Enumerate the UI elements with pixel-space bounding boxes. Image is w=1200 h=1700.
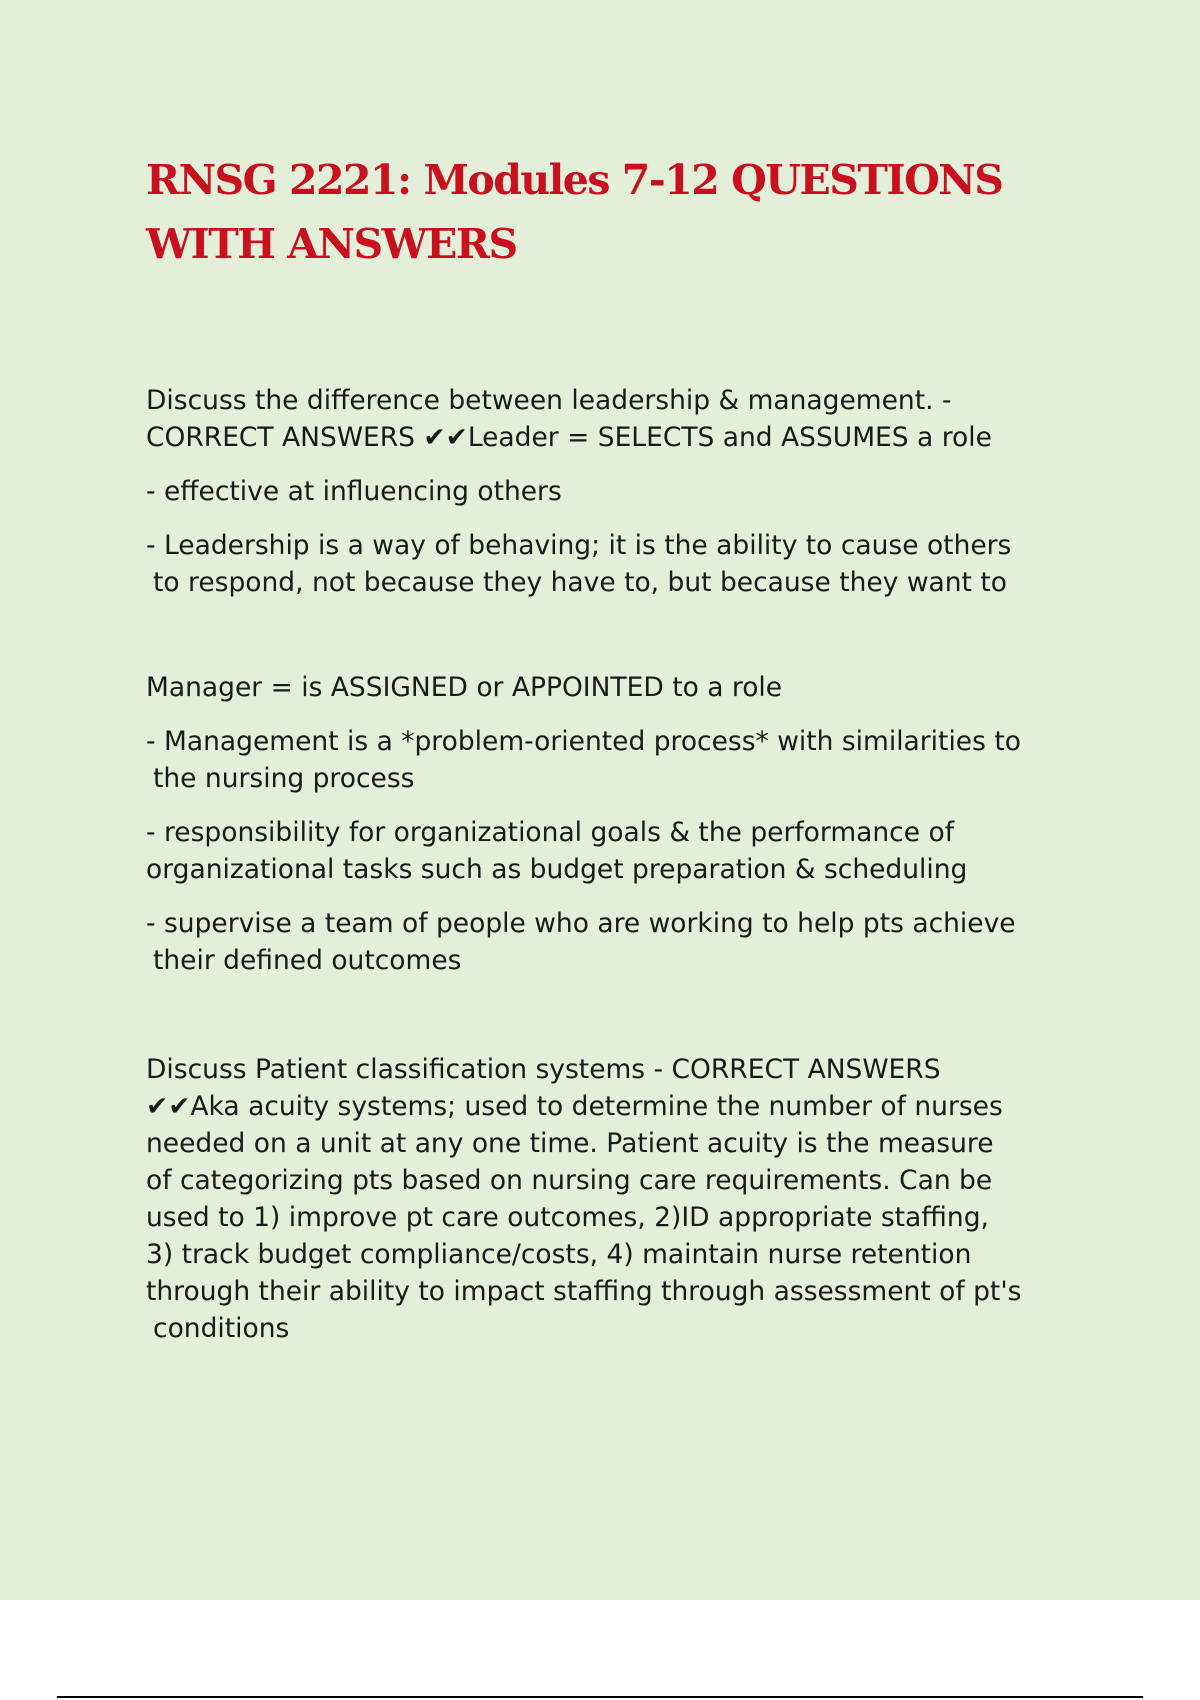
manager-bullet-1: [146, 723, 1096, 797]
question-1: [146, 382, 1096, 456]
text-line: - responsibility for organizational goals & the performance of: [146, 817, 955, 848]
title-line: RNSG 2221: Modules 7-12 QUESTIONS: [146, 156, 1003, 204]
text-line: - supervise a team of people who are working to help pts achieve: [146, 908, 1016, 939]
manager-bullet-2: [146, 814, 1096, 888]
document-content: [146, 148, 1096, 1347]
text-line: Discuss the difference between leadership & management. -: [146, 385, 952, 416]
text-line: Manager = is ASSIGNED or APPOINTED to a role: [146, 672, 783, 703]
qa-leadership-management: [146, 382, 1096, 979]
text-line: the nursing process: [153, 763, 415, 794]
text-line: ✔✔Aka acuity systems; used to determine the number of nurses: [146, 1091, 1003, 1122]
text-line: needed on a unit at any one time. Patient acuity is the measure: [146, 1128, 994, 1159]
text-line: Discuss Patient classification systems - CORRECT ANSWERS: [146, 1054, 941, 1085]
document-title: [146, 148, 1096, 276]
leader-bullet-1: [146, 473, 1096, 510]
text-line: 3) track budget compliance/costs, 4) maintain nurse retention: [146, 1239, 972, 1270]
text-line: through their ability to impact staffing through assessment of pt's: [146, 1276, 1022, 1307]
qa-patient-classification: [146, 1051, 1096, 1347]
manager-intro: [146, 669, 1096, 706]
manager-bullet-3: [146, 905, 1096, 979]
text-line: organizational tasks such as budget preparation & scheduling: [146, 854, 968, 885]
text-line: of categorizing pts based on nursing care requirements. Can be: [146, 1165, 993, 1196]
text-line: conditions: [153, 1313, 290, 1344]
text-line: CORRECT ANSWERS ✔✔Leader = SELECTS and ASSUMES a role: [146, 422, 992, 453]
leader-bullet-2: [146, 527, 1096, 601]
text-line: - Leadership is a way of behaving; it is the ability to cause others: [146, 530, 1012, 561]
text-line: to respond, not because they have to, but because they want to: [153, 567, 1007, 598]
text-line: their defined outcomes: [153, 945, 462, 976]
text-line: - Management is a *problem-oriented process* with similarities to: [146, 726, 1021, 757]
footer-divider: [57, 1696, 1143, 1698]
text-line: - effective at influencing others: [146, 476, 562, 507]
text-line: used to 1) improve pt care outcomes, 2)ID appropriate staffing,: [146, 1202, 989, 1233]
title-line: WITH ANSWERS: [146, 220, 517, 268]
